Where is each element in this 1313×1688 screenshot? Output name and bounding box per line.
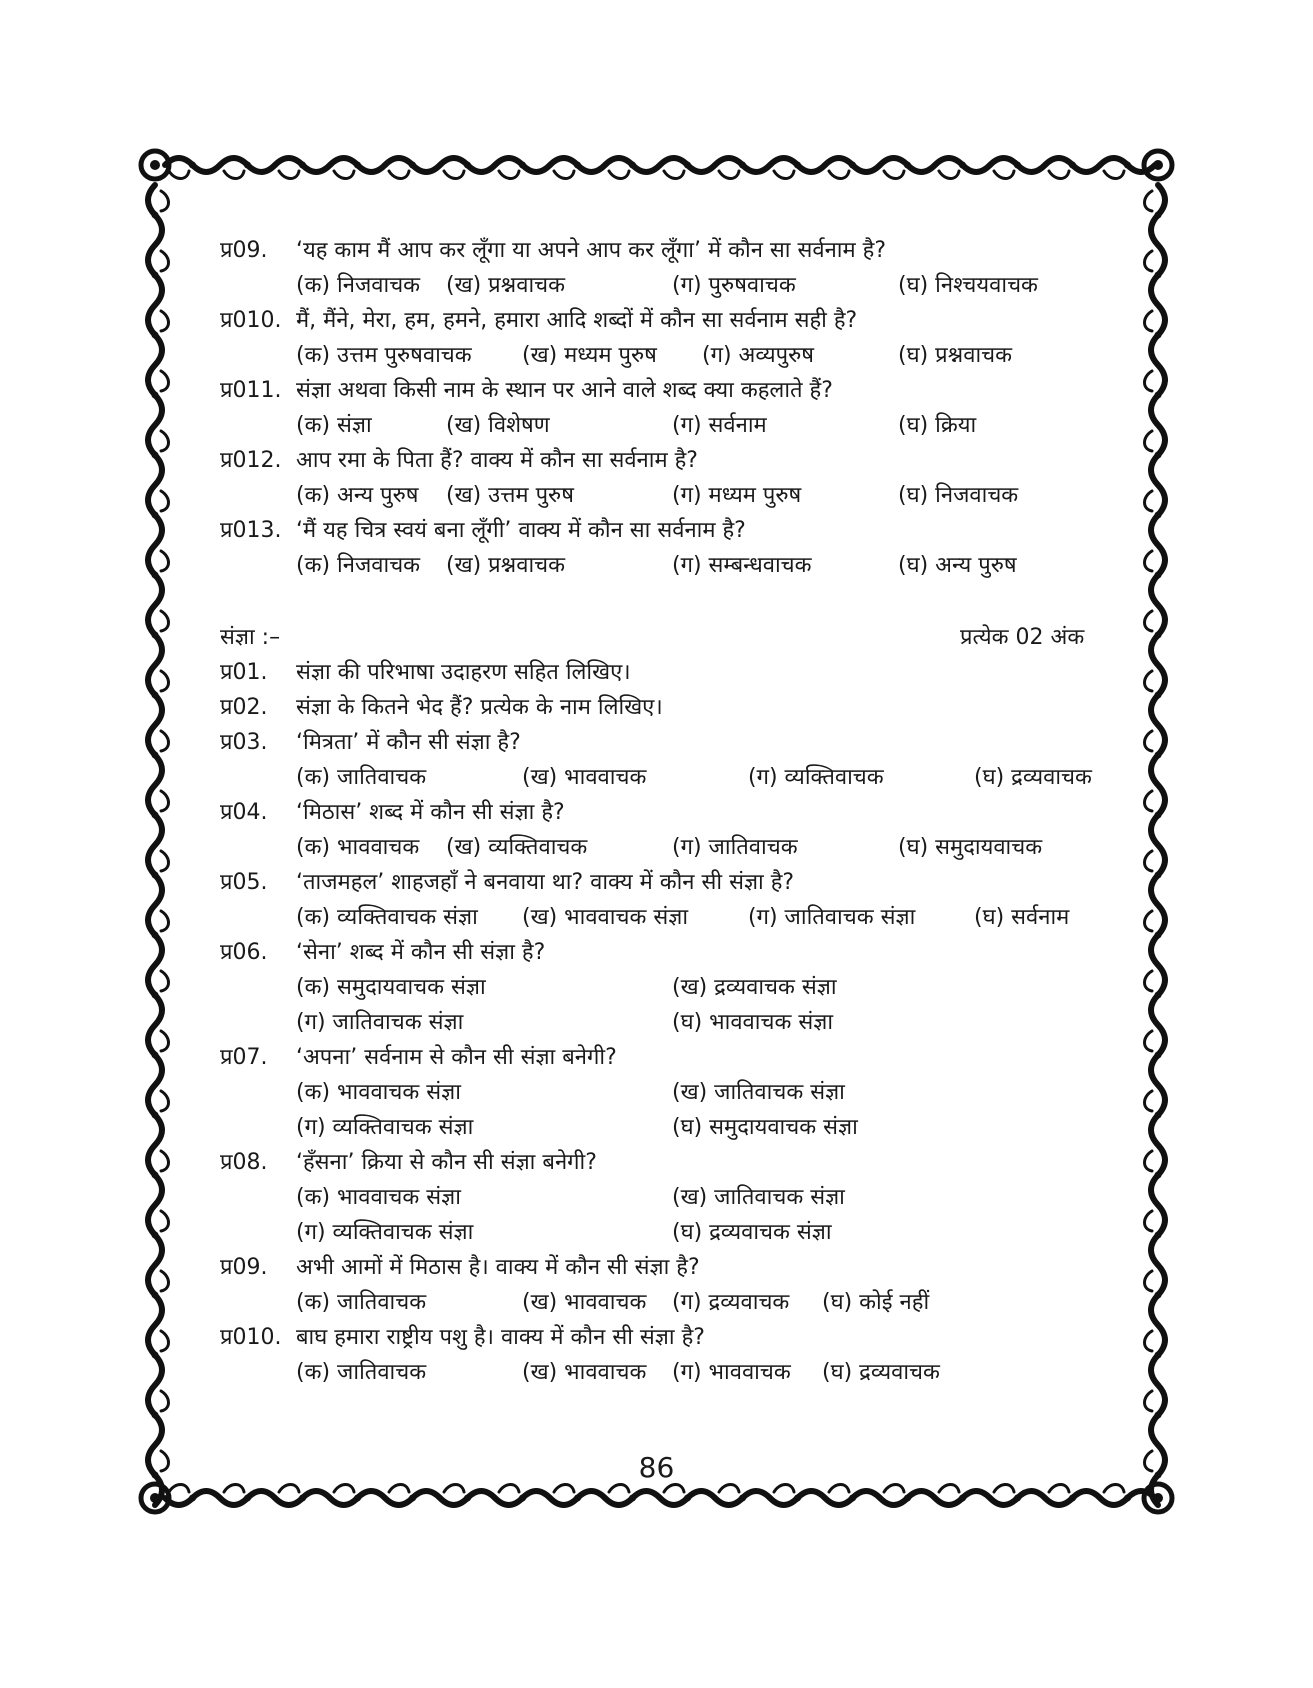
option: (ग) अव्यपुरुष [702,343,815,368]
question-row [220,798,565,828]
page-number: 86 [638,1451,675,1484]
question-number: प्र06. [220,940,268,965]
question-number: प्र02. [220,695,268,720]
question-row [220,376,833,406]
option: (घ) द्रव्यवाचक संज्ञा [672,1220,832,1245]
option: (क) भाववाचक संज्ञा [296,1185,461,1210]
question-text: संज्ञा की परिभाषा उदाहरण सहित लिखिए। [296,660,631,685]
option: (क) संज्ञा [296,413,372,438]
option: (ग) भाववाचक [672,1360,791,1385]
question-row [220,1148,597,1178]
question-row [220,446,698,476]
option: (घ) अन्य पुरुष [898,553,1017,578]
question-number: प्र011. [220,378,282,403]
option: (ख) भाववाचक [522,1360,647,1385]
option: (क) उत्तम पुरुषवाचक [296,343,472,368]
question-text: ‘ताजमहल’ शाहजहाँ ने बनवाया था? वाक्य में कौन सी संज्ञा है? [296,870,795,895]
option: (ग) मध्यम पुरुष [672,483,802,508]
option: (घ) सर्वनाम [974,905,1070,930]
question-text: ‘यह काम मैं आप कर लूँगा या अपने आप कर लूँगा’ में कौन सा सर्वनाम है? [296,238,887,263]
option: (ख) भाववाचक [522,765,647,790]
option: (ख) द्रव्यवाचक संज्ञा [672,975,837,1000]
option: (ख) मध्यम पुरुष [522,343,657,368]
question-row [220,516,746,546]
question-row [220,868,794,898]
option: (ग) जातिवाचक संज्ञा [296,1010,464,1035]
option: (ग) द्रव्यवाचक [672,1290,790,1315]
option: (ग) सर्वनाम [672,413,767,438]
option: (घ) निश्चयवाचक [898,273,1038,298]
question-row [220,236,886,266]
question-text: ‘मित्रता’ में कौन सी संज्ञा है? [296,730,521,755]
question-text: ‘मैं यह चित्र स्वयं बना लूँगी’ वाक्य में कौन सा सर्वनाम है? [296,518,746,543]
question-text: आप रमा के पिता हैं? वाक्य में कौन सा सर्वनाम है? [296,448,698,473]
option: (घ) भाववाचक संज्ञा [672,1010,834,1035]
option: (ख) प्रश्नवाचक [446,553,566,578]
question-number: प्र010. [220,308,282,333]
option: (घ) कोई नहीं [822,1290,930,1315]
option: (क) अन्य पुरुष [296,483,419,508]
option: (ख) व्यक्तिवाचक [446,835,588,860]
option: (घ) क्रिया [898,413,977,438]
question-row [220,1043,617,1073]
question-row [220,728,521,758]
question-text: ‘मिठास’ शब्द में कौन सी संज्ञा है? [296,800,565,825]
option: (क) जातिवाचक [296,1360,427,1385]
question-text: बाघ हमारा राष्ट्रीय पशु है। वाक्य में कौन सी संज्ञा है? [296,1325,705,1350]
question-row [220,1253,700,1283]
option: (ख) उत्तम पुरुष [446,483,574,508]
question-text: संज्ञा के कितने भेद हैं? प्रत्येक के नाम लिखिए। [296,695,663,720]
option: (ग) जातिवाचक संज्ञा [748,905,916,930]
option: (ख) भाववाचक संज्ञा [522,905,689,930]
option: (घ) निजवाचक [898,483,1019,508]
marks-label: प्रत्येक 02 अंक [960,625,1085,650]
question-text: मैं, मैंने, मेरा, हम, हमने, हमारा आदि शब्दों में कौन सा सर्वनाम सही है? [296,308,858,333]
option: (घ) द्रव्यवाचक [822,1360,940,1385]
question-row [220,658,631,688]
question-text: अभी आमों में मिठास है। वाक्य में कौन सी संज्ञा है? [296,1255,700,1280]
option: (ख) जातिवाचक संज्ञा [672,1185,845,1210]
option: (ग) व्यक्तिवाचक [748,765,884,790]
option: (क) भाववाचक [296,835,420,860]
option: (क) भाववाचक संज्ञा [296,1080,461,1105]
option: (ग) व्यक्तिवाचक संज्ञा [296,1220,474,1245]
question-number: प्र04. [220,800,268,825]
question-number: प्र08. [220,1150,268,1175]
option: (क) व्यक्तिवाचक संज्ञा [296,905,478,930]
question-row [220,693,663,723]
question-number: प्र012. [220,448,282,473]
question-text: ‘हँसना’ क्रिया से कौन सी संज्ञा बनेगी? [296,1150,597,1175]
question-text: ‘सेना’ शब्द में कौन सी संज्ञा है? [296,940,546,965]
option: (ग) जातिवाचक [672,835,798,860]
option: (क) निजवाचक [296,273,421,298]
option: (घ) समुदायवाचक [898,835,1043,860]
question-number: प्र09. [220,238,268,263]
question-number: प्र07. [220,1045,268,1070]
option: (क) जातिवाचक [296,765,427,790]
question-number: प्र05. [220,870,268,895]
option: (घ) द्रव्यवाचक [974,765,1092,790]
question-number: प्र09. [220,1255,268,1280]
question-number: प्र013. [220,518,282,543]
option: (ख) जातिवाचक संज्ञा [672,1080,845,1105]
option: (क) निजवाचक [296,553,421,578]
question-text: संज्ञा अथवा किसी नाम के स्थान पर आने वाले शब्द क्या कहलाते हैं? [296,378,833,403]
question-number: प्र010. [220,1325,282,1350]
question-number: प्र03. [220,730,268,755]
option: (क) जातिवाचक [296,1290,427,1315]
question-number: प्र01. [220,660,268,685]
option: (ग) सम्बन्धवाचक [672,553,812,578]
option: (ख) भाववाचक [522,1290,647,1315]
question-row [220,306,857,336]
question-text: ‘अपना’ सर्वनाम से कौन सी संज्ञा बनेगी? [296,1045,617,1070]
option: (ख) प्रश्नवाचक [446,273,566,298]
option: (घ) प्रश्नवाचक [898,343,1013,368]
option: (ग) पुरुषवाचक [672,273,796,298]
option: (ख) विशेषण [446,413,550,438]
option: (घ) समुदायवाचक संज्ञा [672,1115,858,1140]
question-row [220,938,545,968]
question-row [220,1323,705,1353]
option: (ग) व्यक्तिवाचक संज्ञा [296,1115,474,1140]
option: (क) समुदायवाचक संज्ञा [296,975,486,1000]
section-heading: संज्ञा :– [220,625,281,650]
